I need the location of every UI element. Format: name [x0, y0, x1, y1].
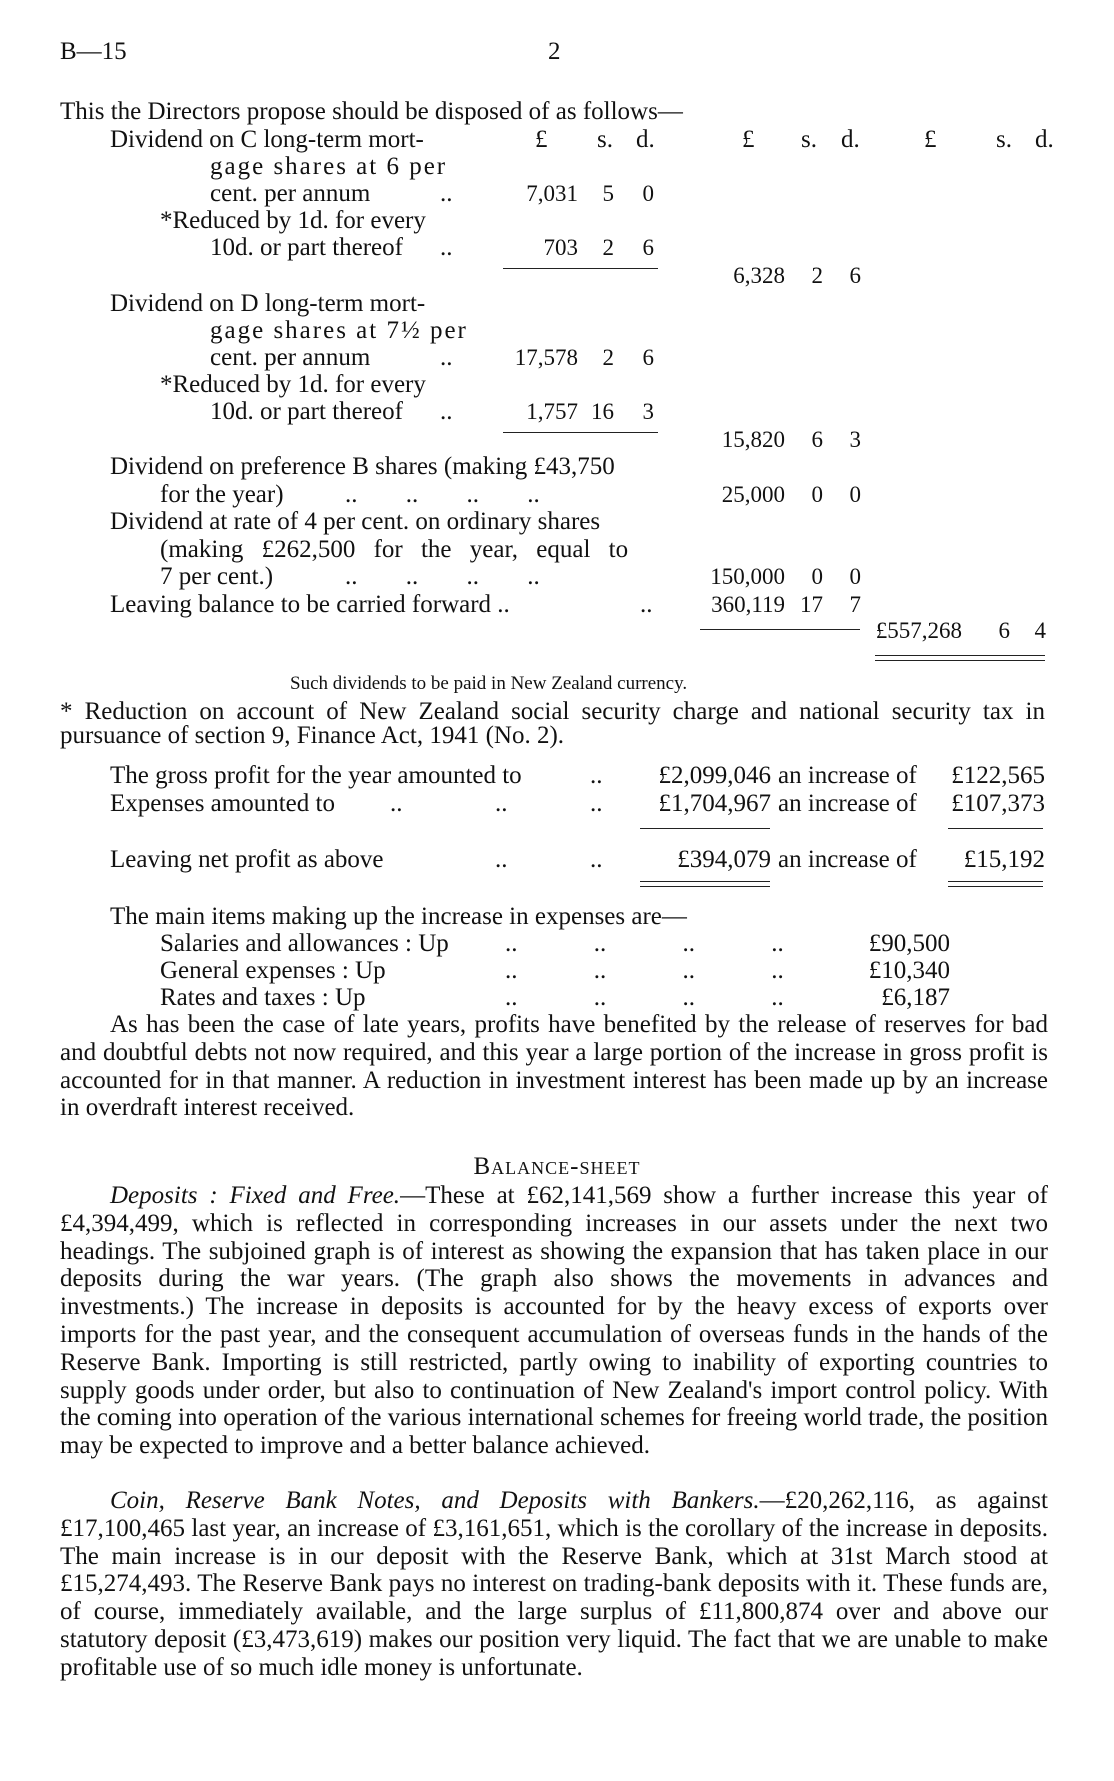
- currency-note: Such dividends to be paid in New Zealand currency.: [290, 673, 688, 694]
- expense-item-label: General expenses : Up: [160, 957, 386, 984]
- grand-total-double-rule: [875, 655, 1045, 661]
- expense-item-dots: .. .. .. ..: [505, 930, 784, 957]
- dividend-d-line-2: gage shares at 7½ per: [210, 317, 468, 344]
- expenses-label: Expenses amounted to: [110, 790, 335, 817]
- dividend-c-line-5: 10d. or part thereof: [210, 234, 403, 261]
- grand-total-shillings: 6: [998, 618, 1010, 643]
- deposits-text: —These at £62,141,569 show a further increase this year of £4,394,499, which is reflected in corresponding increases in our assets under the next two headings. The subjoined graph is of interest as showing the expansion that has taken place in our deposits during the war years. (The graph also shows the movements in advances and investments.) The increase in deposits is accounted for by the heavy excess of exports over imports for the past year, and the consequent accumulation of overseas funds in the hands of the Reserve Bank. Importing is still restricted, partly owing to inability of exporting countries to supply goods under order, but also to continuation of New Zealand's import control policy. With the coming into operation of the various international schemes for freeing world trade, the position may be expected to improve and a better balance achieved.: [60, 1182, 1048, 1460]
- expense-item-amount: £6,187: [881, 984, 950, 1011]
- ordinary-line-1: Dividend at rate of 4 per cent. on ordinary shares: [110, 508, 601, 535]
- net-increase-double-rule: [948, 881, 1043, 887]
- dividend-c-gross-pounds: 7,031: [526, 181, 578, 206]
- expense-item-dots: .. .. .. ..: [505, 957, 784, 984]
- page-number: 2: [548, 38, 561, 65]
- carried-forward-pence: 7: [849, 592, 861, 617]
- deposits-paragraph: [60, 1182, 1048, 1460]
- net-increase-rule: [948, 828, 1043, 829]
- pref-b-dots: .. .. .. ..: [345, 481, 540, 508]
- dividend-c-line-4: *Reduced by 1d. for every: [160, 207, 426, 234]
- carried-forward-dots: ..: [640, 591, 653, 618]
- net-profit-label: Leaving net profit as above: [110, 846, 384, 873]
- pref-b-shillings: 0: [811, 482, 823, 507]
- carried-forward-label: Leaving balance to be carried forward ..: [110, 591, 510, 618]
- net-profit-dots-1: ..: [495, 846, 508, 873]
- ordinary-shillings: 0: [811, 564, 823, 589]
- expenses-amount: £1,704,967: [658, 790, 771, 817]
- gross-profit-increase-text: an increase of: [778, 762, 917, 789]
- gross-profit-dots: ..: [590, 762, 603, 789]
- page-ref: B—15: [60, 38, 127, 65]
- pref-b-pounds: 25,000: [721, 482, 785, 507]
- pref-b-line-2: for the year): [160, 481, 284, 508]
- dividend-d-reduction-pounds: 1,757: [526, 399, 578, 424]
- dividend-d-line-4: *Reduced by 1d. for every: [160, 371, 426, 398]
- col-pence-1: d.: [636, 126, 655, 153]
- ordinary-dots: .. .. .. ..: [345, 563, 540, 590]
- dividend-c-gross-shillings: 5: [602, 181, 614, 206]
- pref-b-line-1: Dividend on preference B shares (making £43,750: [110, 453, 615, 480]
- gross-profit-increase: £122,565: [951, 762, 1045, 789]
- col-pound-2: £: [742, 126, 755, 153]
- reserves-paragraph: As has been the case of late years, profits have benefited by the release of reserves for bad and doubtful debts not now required, and this year a large portion of the increase in gross profit is accounted for in that manner. A reduction in investment interest has been made up by an increase in overdraft interest received.: [60, 1011, 1048, 1122]
- dividend-c-reduction-pence: 6: [642, 235, 654, 260]
- dividend-c-gross-pence: 0: [642, 181, 654, 206]
- ordinary-line-2: (making £262,500 for the year, equal to: [160, 536, 629, 563]
- expenses-dots-3: ..: [590, 790, 603, 817]
- dividend-c-dots-1: ..: [440, 180, 453, 207]
- ordinary-pounds: 150,000: [710, 564, 785, 589]
- net-profit-rule: [640, 828, 770, 829]
- column-total-rule: [700, 629, 860, 630]
- dividend-d-subtotal-rule: [503, 432, 658, 433]
- dividend-d-dots-1: ..: [440, 344, 453, 371]
- pref-b-pence: 0: [849, 482, 861, 507]
- ordinary-line-3: 7 per cent.): [160, 563, 274, 590]
- dividend-c-line-3: cent. per annum: [210, 180, 371, 207]
- dividend-d-reduction-shillings: 16: [591, 399, 614, 424]
- col-shilling-1: s.: [597, 126, 613, 153]
- dividend-d-dots-2: ..: [440, 398, 453, 425]
- dividend-c-net-shillings: 2: [811, 263, 823, 288]
- footnote: * Reduction on account of New Zealand social security charge and national security tax in pursuance of section 9, Finance Act, 1941 (No. 2).: [60, 698, 1045, 749]
- col-pence-3: d.: [1035, 126, 1054, 153]
- expense-item-amount: £90,500: [868, 930, 950, 957]
- col-pence-2: d.: [841, 126, 860, 153]
- expenses-increase-text: an increase of: [778, 790, 917, 817]
- coin-heading: Coin, Reserve Bank Notes, and Deposits with Bankers.: [110, 1487, 760, 1514]
- coin-paragraph: [60, 1487, 1048, 1682]
- net-profit-double-rule: [640, 881, 770, 887]
- dividend-c-dots-2: ..: [440, 234, 453, 261]
- gross-profit-amount: £2,099,046: [658, 762, 771, 789]
- gross-profit-label: The gross profit for the year amounted to: [110, 762, 522, 789]
- dividend-c-line-1: Dividend on C long-term mort-: [110, 126, 424, 153]
- col-shilling-3: s.: [996, 126, 1012, 153]
- expense-item-label: Rates and taxes : Up: [160, 984, 366, 1011]
- carried-forward-pounds: 360,119: [711, 592, 785, 617]
- col-pound-1: £: [535, 126, 548, 153]
- dividend-d-gross-shillings: 2: [602, 345, 614, 370]
- net-profit-dots-2: ..: [590, 846, 603, 873]
- net-profit-increase-text: an increase of: [778, 846, 917, 873]
- dividend-d-net-pounds: 15,820: [721, 427, 785, 452]
- expenses-intro: The main items making up the increase in expenses are—: [110, 903, 687, 930]
- dividend-d-line-5: 10d. or part thereof: [210, 398, 403, 425]
- dividend-d-reduction-pence: 3: [642, 399, 654, 424]
- net-profit-increase: £15,192: [963, 846, 1045, 873]
- dividend-d-gross-pounds: 17,578: [514, 345, 578, 370]
- net-profit-amount: £394,079: [677, 846, 771, 873]
- balance-sheet-heading: Balance-sheet: [473, 1153, 641, 1180]
- dividend-c-reduction-shillings: 2: [602, 235, 614, 260]
- expense-item-dots: .. .. .. ..: [505, 984, 784, 1011]
- grand-total-pounds: £557,268: [875, 618, 962, 643]
- ordinary-pence: 0: [849, 564, 861, 589]
- dividend-d-net-pence: 3: [849, 427, 861, 452]
- expenses-dots-2: ..: [495, 790, 508, 817]
- dividend-d-line-1: Dividend on D long-term mort-: [110, 290, 426, 317]
- intro-line: This the Directors propose should be disposed of as follows—: [60, 98, 683, 125]
- expense-item-label: Salaries and allowances : Up: [160, 930, 449, 957]
- col-shilling-2: s.: [801, 126, 817, 153]
- dividend-d-gross-pence: 6: [642, 345, 654, 370]
- dividend-c-net-pence: 6: [849, 263, 861, 288]
- grand-total-pence: 4: [1034, 618, 1046, 643]
- dividend-d-line-3: cent. per annum: [210, 344, 371, 371]
- deposits-heading: Deposits : Fixed and Free.: [110, 1182, 401, 1209]
- expense-item-amount: £10,340: [868, 957, 950, 984]
- dividend-d-net-shillings: 6: [811, 427, 823, 452]
- carried-forward-shillings: 17: [800, 592, 823, 617]
- dividend-c-subtotal-rule: [503, 268, 658, 269]
- dividend-c-reduction-pounds: 703: [543, 235, 578, 260]
- expenses-increase: £107,373: [951, 790, 1045, 817]
- expenses-dots-1: ..: [390, 790, 403, 817]
- coin-text: —£20,262,116, as against £17,100,465 last year, an increase of £3,161,651, which is the corollary of the increase in deposits. The main increase is in our deposit with the Reserve Bank, which at 31st March stood at £15,274,493. The Reserve Bank pays no interest on trading-bank deposits with it. These funds are, of course, immediately available, and the large surplus of £11,800,874 over and above our statutory deposit (£3,473,619) makes our position very liquid. The fact that we are unable to make profitable use of so much idle money is unfortunate.: [60, 1487, 1048, 1681]
- dividend-c-net-pounds: 6,328: [733, 263, 785, 288]
- col-pound-3: £: [924, 126, 937, 153]
- dividend-c-line-2: gage shares at 6 per: [210, 153, 448, 180]
